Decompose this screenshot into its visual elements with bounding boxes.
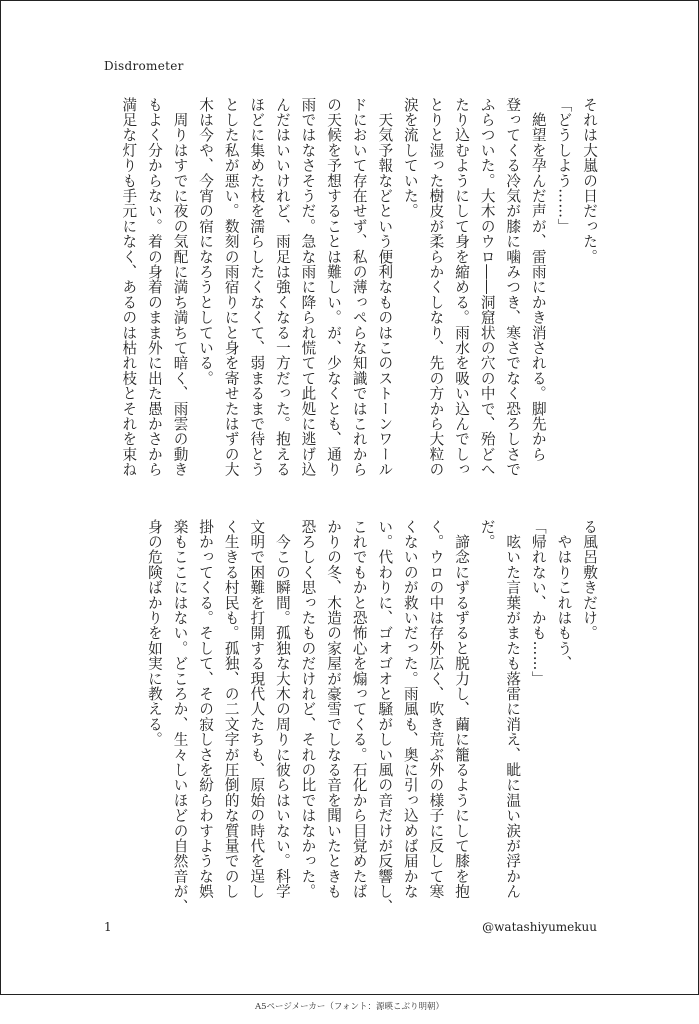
text-line: の天候を予想することは難しい。が、少なくとも、通り [325,97,343,477]
text-line: とりと湿った樹皮が柔らかくしなり、先の方から大粒の [427,97,445,477]
text-line: 諦念にずるずると脱力し、繭に籠るようにして膝を抱 [453,519,471,899]
text-line: かりの冬、木造の家屋が豪雪でしなる音を聞いたときも [325,519,343,899]
text-block-top [116,97,602,477]
text-line: 雨ではなさそうだ。急な雨に降られ慌てて此処に逃げ込 [299,97,317,477]
text-line: 登ってくる冷気が膝に噛みつき、寒さでなく恐ろしさで [504,97,522,477]
author-handle: @watashiyumekuu [482,920,597,934]
text-line: これでもかと恐怖心を煽ってくる。石化から目覚めたば [350,519,368,899]
text-line: 身の危険ばかりを如実に教える。 [145,519,163,747]
text-line: ふらついた。大木のウロ――洞窟状の穴の中で、殆どへ [478,97,496,477]
text-line: 恐ろしく思ったものだけれど、それの比ではなかった。 [299,519,317,899]
text-line: 涙を流していた。 [401,97,419,219]
text-line: る風呂敷きだけ。 [581,519,598,641]
text-line: 満足な灯りも手元になく、あるのは枯れ枝とそれを束ね [120,97,138,477]
text-line: く生きる村民も。孤独、の二文字が圧倒的な質量でのし [222,519,240,899]
text-line: たり込むようにして身を縮める。雨水を吸い込んでしっ [453,97,471,477]
text-block-bottom [141,519,602,915]
text-line: ドにおいて存在せず、私の薄っぺらな知識ではこれから [350,97,368,477]
text-line: 今この瞬間。孤独な大木の周りに彼らはいない。科学 [273,519,291,899]
text-line: だ。 [478,519,496,550]
text-line: 周りはすでに夜の気配に満ち満ちて暗く、雨雲の動き [171,97,189,477]
text-line: やはりこれはもう、 [555,519,573,671]
text-line: 「帰れない、かも……」 [529,519,547,687]
text-line: 楽もここにはない。どころか、生々しいほどの自然音が、 [171,519,189,915]
text-line: 絶望を孕んだ声が、雷雨にかき消される。脚先から [529,97,547,462]
text-line: とした私が悪い。数刻の雨宿りにと身を寄せたはずの大 [222,97,240,477]
text-line: 呟いた言葉がまたも落雷に消え、眦に温い涙が浮かん [504,519,522,899]
page-number: 1 [104,920,112,934]
text-line: い。代わりに、ゴオゴオと騒がしい風の音だけが反響し、 [376,519,394,915]
running-title: Disdrometer [104,59,184,73]
text-line: くないのが救いだった。雨風も、奥に引っ込めば届かな [401,519,419,899]
text-line: それは大嵐の日だった。 [581,97,598,265]
text-line: 「どうしよう……」 [555,97,573,234]
text-line: く。ウロの中は存外広く、吹き荒ぶ外の様子に反して寒 [427,519,445,899]
text-line: 天気予報などという便利なものはこのストーンワール [376,97,394,477]
text-line: もよく分からない。着の身着のまま外に出た愚かさから [145,97,163,477]
text-line: 木は今や、今宵の宿になろうとしている。 [197,97,215,386]
text-line: 文明で困難を打開する現代人たちも、原始の時代を逞し [248,519,266,899]
template-credit: A5ページメーカー（フォント：源暎こぶり明朝） [254,1002,445,1012]
text-line: 掛かってくる。そして、その寂しさを紛らわすような娯 [197,519,215,899]
text-line: ほどに集めた枝を濡らしたくなくて、弱まるまで待とう [248,97,266,477]
text-line: んだはいいけれど、雨足は強くなる一方だった。抱える [273,97,291,477]
